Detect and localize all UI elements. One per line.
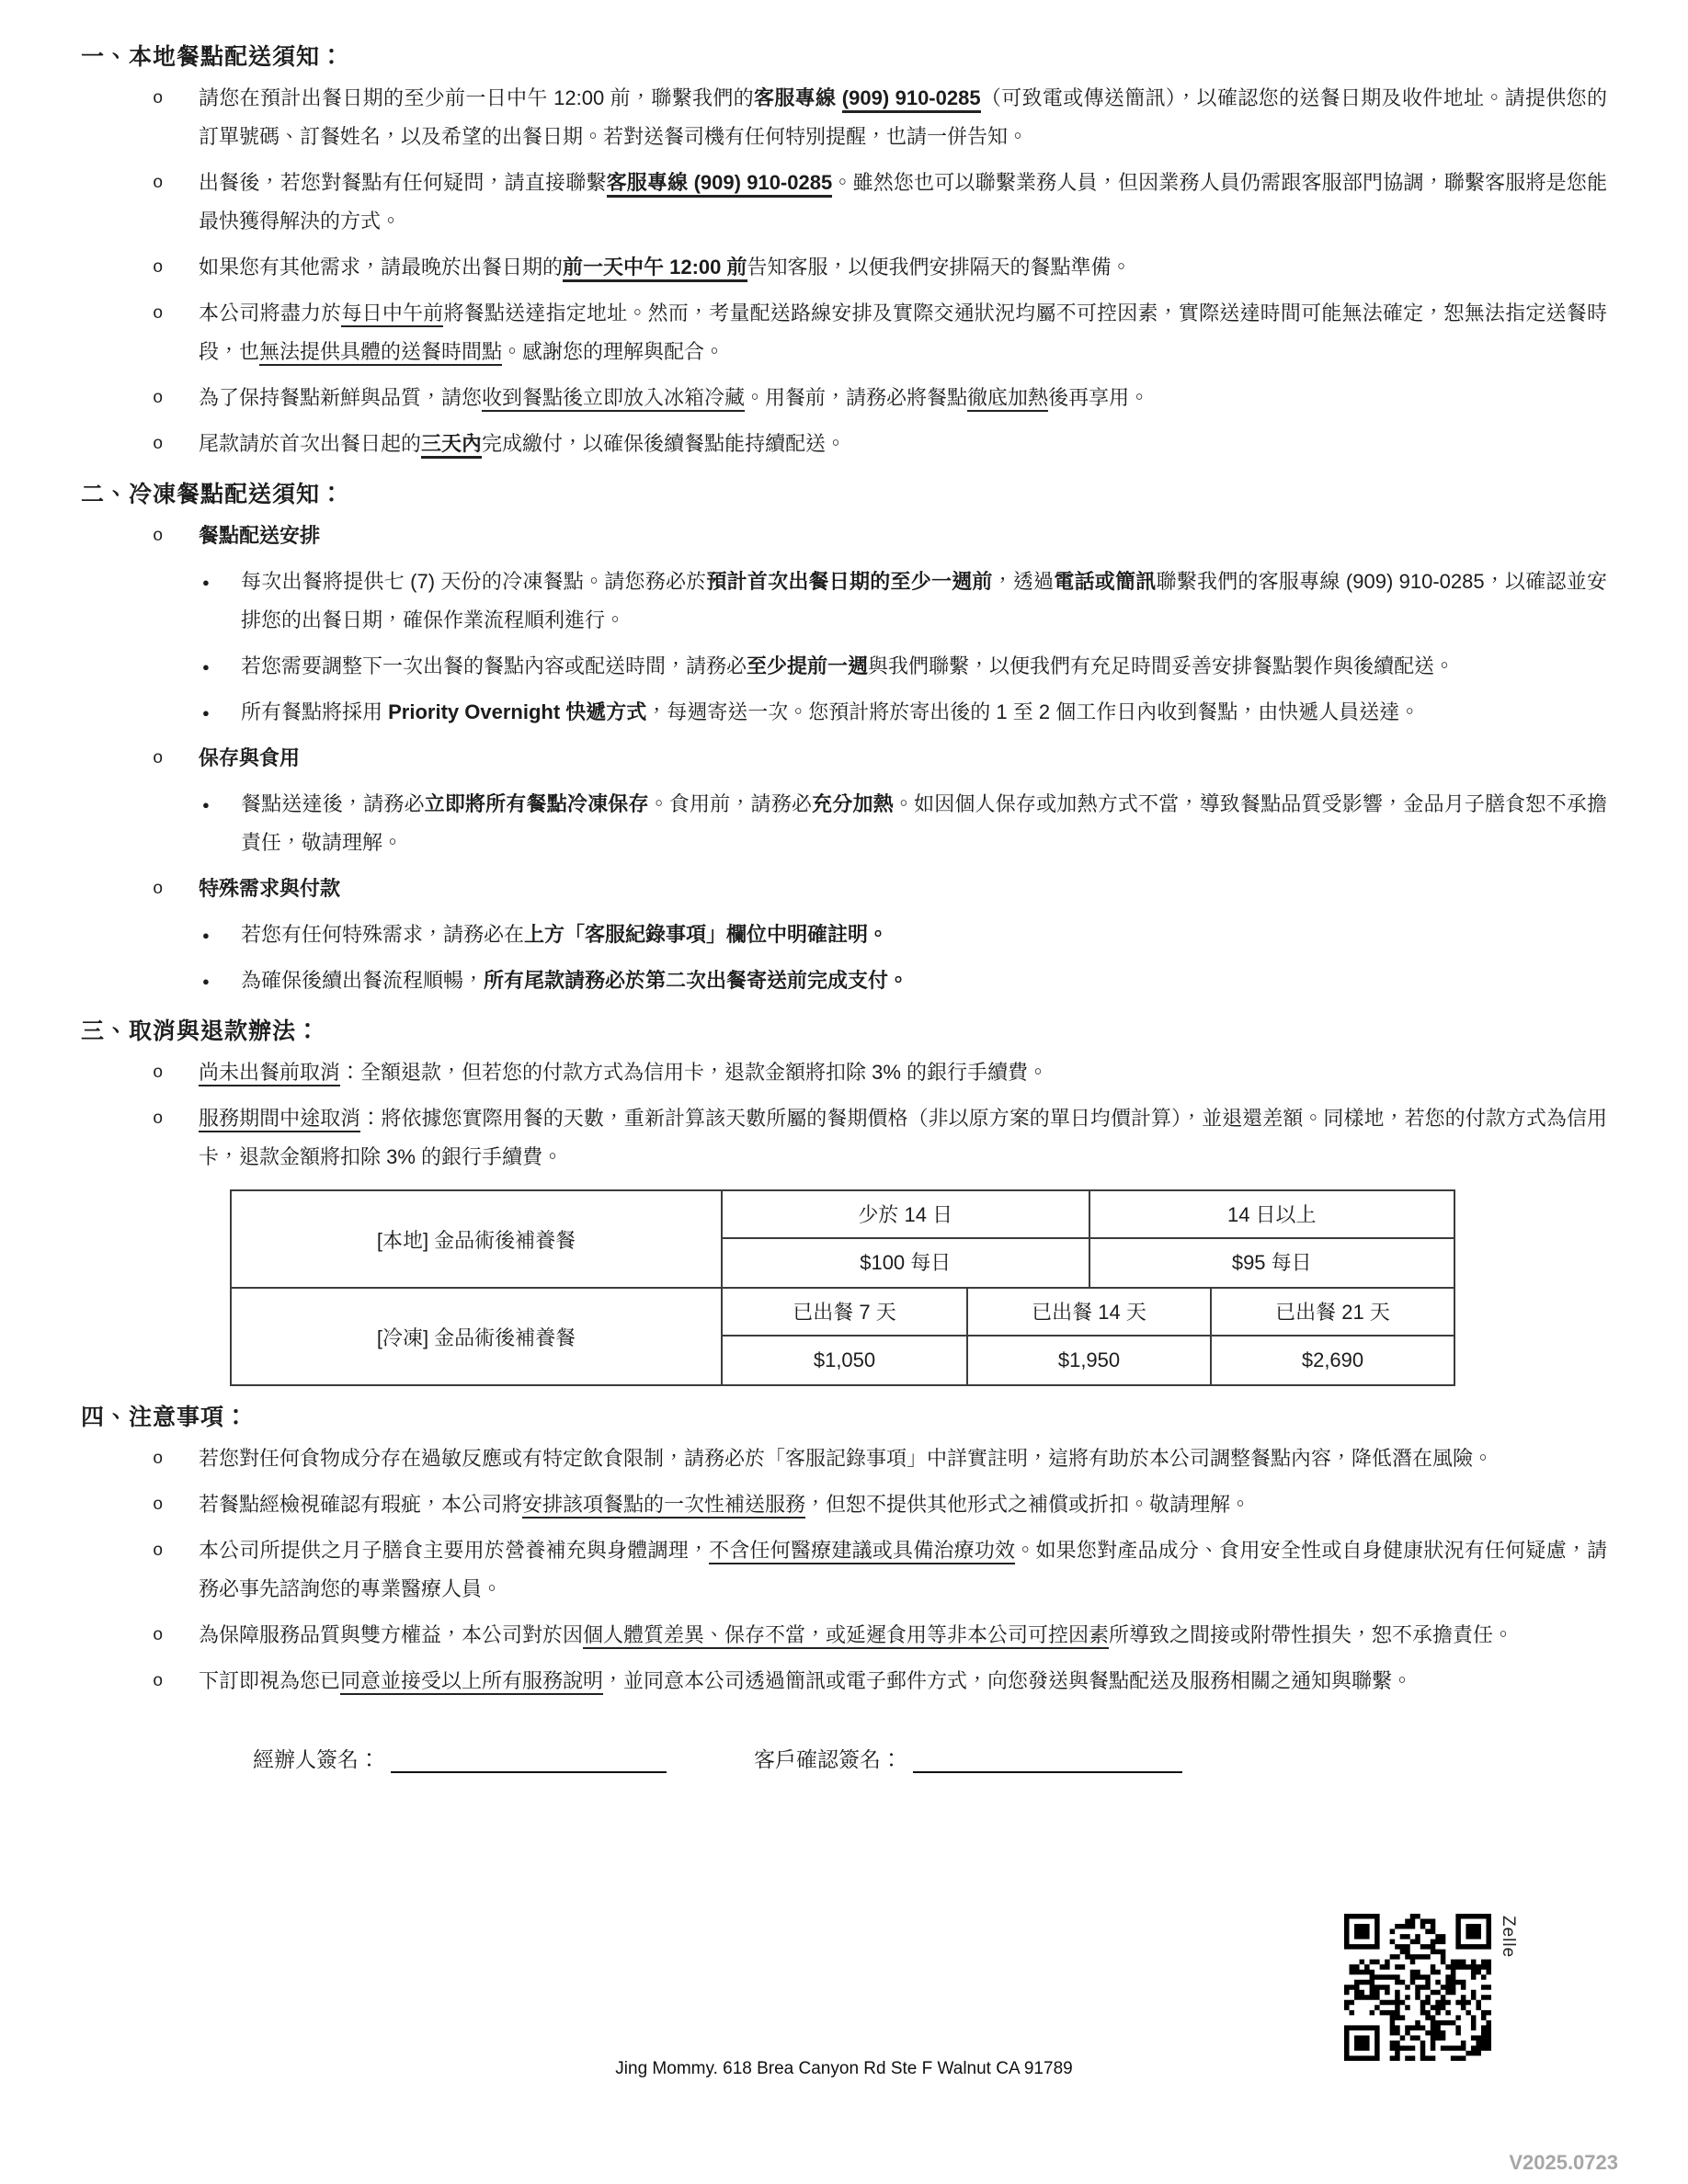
paragraph-text (199, 524, 320, 547)
text-run: 服務期間中途取消 (199, 1107, 360, 1132)
text-run: 保存與食用 (199, 746, 301, 769)
text-run: 餐點配送安排 (199, 524, 321, 547)
paragraph-text (199, 1539, 1607, 1600)
list-item (81, 425, 1607, 463)
list-item (81, 1485, 1607, 1524)
text-run: 所有餐點將採用 (241, 700, 389, 723)
paragraph-text (199, 386, 1149, 412)
list-item (81, 248, 1607, 287)
agent-signature-line[interactable] (391, 1744, 667, 1773)
text-run: 為了保持餐點新鮮與品質，請您 (199, 386, 483, 409)
circle-bullet-marker: o (153, 257, 164, 278)
customer-signature-label: 客戶確認簽名： (754, 1747, 902, 1771)
list-item (81, 79, 1607, 156)
list-item (81, 517, 1607, 555)
text-run: ：將依據您實際用餐的天數，重新計算該天數所屬的餐期價格（非以原方案的單日均價計算），並退還差額。同樣地，若您的付款方式為信用卡，退款金額將扣除 3% 的銀行手續費。 (199, 1107, 1607, 1168)
paragraph-text (199, 1623, 1513, 1649)
pricing-period-header: 已出餐 21 天 (1210, 1289, 1454, 1337)
text-run: 告知客服，以便我們安排隔天的餐點準備。 (747, 256, 1132, 279)
list-item (81, 961, 1607, 1000)
text-run: ，並同意本公司透過簡訊或電子郵件方式，向您發送與餐點配送及服務相關之通知與聯繫。 (603, 1669, 1413, 1692)
text-run: 三天內 (421, 432, 482, 459)
paragraph-text (241, 792, 1607, 854)
footer-address: Jing Mommy. 618 Brea Canyon Rd Ste F Walnut CA 91789 (615, 2059, 1073, 2078)
text-run: 若餐點經檢視確認有瑕疵，本公司將 (199, 1493, 523, 1516)
text-run: 聯繫我們的客服專線 (909) 910-0285，以確認並安排您的出餐日期，確保作業流程順利進行。 (241, 570, 1607, 631)
text-run: 為確保後續出餐流程順暢， (241, 969, 485, 992)
text-run: 若您需要調整下一次出餐的餐點內容或配送時間，請務必 (241, 654, 747, 677)
text-run: 將餐點送達指定地址。然而，考量配送路線安排及實際交通狀況均屬不可控因素，實際送達時間可能無法確定，恕無法指定送餐時段，也 (199, 301, 1607, 363)
circle-bullet-marker: o (153, 748, 164, 768)
text-run: 至少提前一週 (747, 654, 869, 677)
customer-signature-line[interactable] (913, 1744, 1182, 1773)
text-run: 下訂即視為您已 (199, 1669, 341, 1692)
text-run: (909) 910-0285 (842, 86, 981, 113)
circle-bullet-marker: o (153, 526, 164, 546)
paragraph-text (199, 1669, 1412, 1695)
paragraph-text (199, 432, 846, 459)
text-run: ，但恕不提供其他形式之補償或折扣。敬請理解。 (805, 1493, 1251, 1516)
text-run: ，透過 (992, 570, 1055, 593)
pricing-value: $1,050 (813, 1348, 876, 1371)
list-item (81, 1439, 1607, 1478)
text-run: 上方「客服紀錄事項」欄位中明確註明。 (524, 923, 889, 946)
list-item (81, 294, 1607, 371)
list-item (81, 164, 1607, 241)
text-run: 。如因個人保存或加熱方式不當，導致餐點品質受影響，金品月子膳食恕不承擔責任，敬請理解。 (241, 792, 1607, 854)
text-run: 徹底加熱 (967, 386, 1048, 412)
circle-bullet-marker: o (153, 173, 164, 193)
paragraph-text (241, 570, 1607, 631)
text-run: 預計首次出餐日期的至少一週前 (706, 570, 993, 593)
paragraph-text (241, 923, 888, 946)
text-run: 電話或簡訊 (1054, 570, 1157, 593)
list-item (81, 739, 1607, 778)
paragraph-text (241, 654, 1454, 677)
text-run: （可致電或傳送簡訊），以確認您的送餐日期及收件地址。請提供您的訂單號碼、訂餐姓名，以及希望的出餐日期。若對送餐司機有任何特別提醒，也請一併告知。 (199, 86, 1607, 148)
pricing-period-header: 已出餐 7 天 (723, 1289, 966, 1337)
list-item (81, 1616, 1607, 1655)
pricing-period-header: 少於 14 日 (723, 1191, 1089, 1239)
paragraph-text (241, 969, 908, 992)
agent-signature-label: 經辦人簽名： (253, 1747, 380, 1771)
section (81, 1013, 1607, 1386)
circle-bullet-marker: o (153, 879, 164, 899)
paragraph-text (199, 1061, 1048, 1086)
dot-bullet-marker: ● (202, 706, 210, 720)
circle-bullet-marker: o (153, 1625, 164, 1645)
text-run: 立即將所有餐點冷凍保存 (424, 792, 649, 815)
list-item (81, 693, 1607, 732)
pricing-value: $100 每日 (860, 1251, 952, 1274)
paragraph-text (199, 171, 1607, 233)
text-run: 尾款請於首次出餐日起的 (199, 432, 422, 455)
circle-bullet-marker: o (153, 1671, 164, 1691)
text-run: 客服專線 (754, 86, 842, 109)
list-item (81, 785, 1607, 862)
list-item (81, 1662, 1607, 1701)
text-run: 。食用前，請務必 (648, 792, 813, 815)
text-run: 如果您有其他需求，請最晚於出餐日期的 (199, 256, 564, 279)
text-run: 不含任何醫療建議或具備治療功效 (709, 1539, 1015, 1564)
list-item (81, 870, 1607, 908)
text-run: 本公司所提供之月子膳食主要用於營養補充與身體調理， (199, 1539, 710, 1562)
section (81, 1399, 1607, 1701)
text-run: 每次出餐將提供七 (7) 天份的冷凍餐點。請您務必於 (241, 570, 707, 593)
text-run: 請您在預計出餐日期的至少前一日中午 12:00 前，聯繫我們的 (199, 86, 754, 109)
dot-bullet-marker: ● (202, 660, 210, 674)
list-item (81, 916, 1607, 954)
text-run: 若您對任何食物成分存在過敏反應或有特定飲食限制，請務必於「客服記錄事項」中詳實註明，這將有助於本公司調整餐點內容，降低潛在風險。 (199, 1447, 1494, 1470)
version-number: V2025.0723 (1509, 2151, 1618, 2174)
list-item (81, 1531, 1607, 1609)
pricing-table-row (232, 1191, 1454, 1287)
zelle-qr-label: Zelle (1499, 1916, 1518, 1959)
section-title: 一、本地餐點配送須知： (81, 44, 345, 70)
dot-bullet-marker: ● (202, 575, 210, 589)
section-title: 四、注意事項： (81, 1405, 249, 1430)
pricing-table (230, 1189, 1455, 1386)
paragraph-text (199, 746, 300, 769)
text-run: ，每週寄送一次。您預計將於寄出後的 1 至 2 個工作日內收到餐點，由快遞人員送達。 (646, 700, 1420, 723)
text-run: 客服專線 (909) 910-0285 (607, 171, 833, 198)
text-run: ：全額退款，但若您的付款方式為信用卡，退款金額將扣除 3% 的銀行手續費。 (340, 1061, 1049, 1084)
list-item (81, 1099, 1607, 1177)
paragraph-text (199, 256, 1132, 282)
zelle-qr-code (1344, 1914, 1491, 2061)
text-run: 餐點送達後，請務必 (241, 792, 425, 815)
section (81, 476, 1607, 1000)
text-run: 所導致之間接或附帶性損失，恕不承擔責任。 (1109, 1623, 1514, 1646)
paragraph-text (199, 301, 1607, 366)
text-run: Priority Overnight 快遞方式 (388, 700, 647, 723)
pricing-row-label: [本地] 金品術後補養餐 (232, 1191, 723, 1287)
section-title: 三、取消與退款辦法： (81, 1018, 321, 1044)
list-item (81, 379, 1607, 417)
dot-bullet-marker: ● (202, 974, 210, 988)
text-run: 無法提供具體的送餐時間點 (259, 340, 502, 366)
text-run: 前一天中午 12:00 前 (563, 256, 747, 282)
text-run: 若您有任何特殊需求，請務必在 (241, 923, 525, 946)
text-run: 後再享用。 (1048, 386, 1150, 409)
text-run: 收到餐點後立即放入冰箱冷藏 (482, 386, 745, 412)
pricing-table-row (232, 1287, 1454, 1384)
text-run: 特殊需求與付款 (199, 877, 341, 900)
circle-bullet-marker: o (153, 1063, 164, 1083)
text-run: 尚未出餐前取消 (199, 1061, 340, 1086)
paragraph-text (199, 1447, 1493, 1470)
text-run: 。雖然您也可以聯繫業務人員，但因業務人員仍需跟客服部門協調，聯繫客服將是您能最快獲得解決的方式。 (199, 171, 1607, 233)
text-run: 充分加熱 (812, 792, 894, 815)
text-run: 同意並接受以上所有服務說明 (340, 1669, 603, 1695)
text-run: 與我們聯繫，以便我們有充足時間妥善安排餐點製作與後續配送。 (868, 654, 1455, 677)
list-item (81, 647, 1607, 686)
circle-bullet-marker: o (153, 1495, 164, 1515)
text-run: 所有尾款請務必於第二次出餐寄送前完成支付。 (484, 969, 909, 992)
circle-bullet-marker: o (153, 434, 164, 454)
text-run: 出餐後，若您對餐點有任何疑問，請直接聯繫 (199, 171, 607, 194)
list-item (81, 1053, 1607, 1092)
sections (81, 39, 1607, 1701)
text-run: 個人體質差異、保存不當，或延遲食用等非本公司可控因素 (583, 1623, 1109, 1649)
signature-row (81, 1743, 1607, 1773)
text-run: 每日中午前 (341, 301, 443, 327)
section (81, 39, 1607, 463)
zelle-qr-block (1344, 1914, 1518, 2061)
pricing-period-header: 14 日以上 (1089, 1191, 1454, 1239)
paragraph-text (199, 1493, 1250, 1519)
text-run: 本公司將盡力於 (199, 301, 342, 324)
paragraph-text (199, 877, 340, 900)
pricing-value: $2,690 (1210, 1337, 1454, 1384)
dot-bullet-marker: ● (202, 798, 210, 812)
dot-bullet-marker: ● (202, 928, 210, 942)
paragraph-text (199, 1107, 1607, 1168)
circle-bullet-marker: o (153, 303, 164, 324)
circle-bullet-marker: o (153, 1449, 164, 1469)
text-run: 完成繳付，以確保後續餐點能持續配送。 (482, 432, 847, 455)
section-title: 二、冷凍餐點配送須知： (81, 482, 345, 507)
pricing-value: $95 每日 (1089, 1239, 1454, 1287)
circle-bullet-marker: o (153, 1109, 164, 1129)
circle-bullet-marker: o (153, 388, 164, 408)
pricing-period-header: 已出餐 14 天 (966, 1289, 1210, 1337)
text-run: 為保障服務品質與雙方權益，本公司對於因 (199, 1623, 584, 1646)
circle-bullet-marker: o (153, 1541, 164, 1561)
paragraph-text (241, 700, 1420, 723)
paragraph-text (199, 86, 1607, 148)
text-run: 。用餐前，請務必將餐點 (745, 386, 968, 409)
text-run: 。如果您對產品成分、食用安全性或自身健康狀況有任何疑慮，請務必事先諮詢您的專業醫療人員。 (199, 1539, 1607, 1600)
pricing-row-label: [冷凍] 金品術後補養餐 (232, 1289, 723, 1384)
text-run: 。感謝您的理解與配合。 (502, 340, 725, 363)
text-run: 安排該項餐點的一次性補送服務 (522, 1493, 805, 1519)
list-item (81, 563, 1607, 640)
circle-bullet-marker: o (153, 88, 164, 108)
pricing-value: $1,950 (966, 1337, 1210, 1384)
